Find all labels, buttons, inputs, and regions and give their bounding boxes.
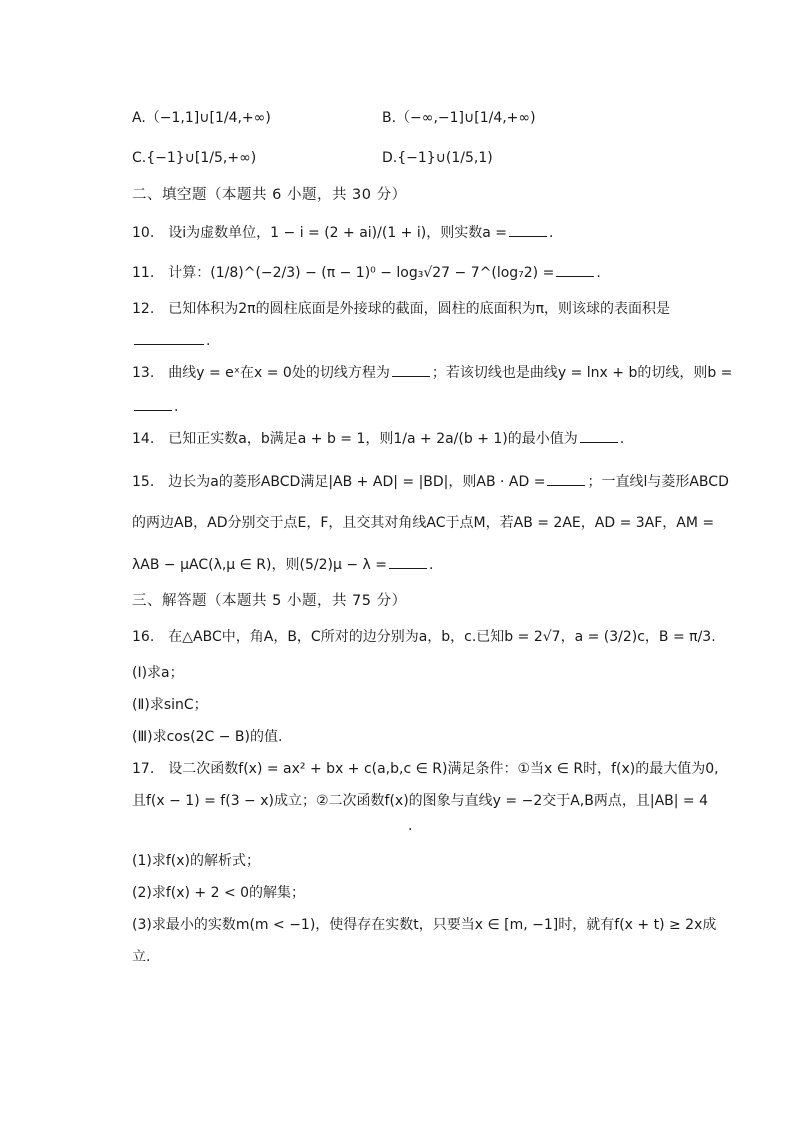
question-17-part-1: (1)求f(x)的解析式； [132, 853, 260, 869]
option-b: B.（−∞,−1]∪[1/4,+∞) [382, 110, 536, 126]
question-13-text-b: ；若该切线也是曲线y = lnx + b的切线，则b = [431, 365, 733, 381]
answer-blank [389, 554, 427, 569]
answer-blank [509, 222, 547, 237]
question-17-part-3-cont: 立. [132, 949, 151, 965]
question-11-end: . [596, 265, 601, 281]
question-13-text-a: 13. 曲线y = eˣ在x = 0处的切线方程为 [132, 365, 390, 381]
option-c: C.{−1}∪[1/5,+∞) [132, 150, 257, 166]
question-16: 16. 在△ABC中，角A，B，C所对的边分别为a，b，c.已知b = 2√7，a = (3/2)c，B = π/3. [132, 629, 716, 645]
question-17-part-2: (2)求f(x) + 2 < 0的解集； [132, 885, 306, 901]
answer-blank [134, 396, 172, 411]
question-10-text: 10. 设i为虚数单位，1 − i = (2 + ai)/(1 + i)，则实数a = [132, 225, 507, 241]
question-13-cont [132, 396, 178, 418]
question-12-text: 12. 已知体积为2π的圆柱底面是外接球的截面，圆柱的底面积为π，则该球的表面积是 [132, 301, 671, 317]
section-solve: 三、解答题（本题共 5 小题，共 75 分） [132, 593, 407, 609]
option-d: D.{−1}∪(1/5,1) [382, 150, 493, 166]
question-10 [132, 222, 553, 244]
answer-blank [392, 362, 430, 377]
question-15-text-b: ；一直线l与菱形ABCD [587, 474, 729, 490]
answer-blank [547, 471, 585, 486]
question-14 [132, 428, 624, 450]
question-11-text: 11. 计算：(1/8)^(−2/3) − (π − 1)⁰ − log₃√27 − 7^(log₇2) = [132, 265, 555, 281]
question-16-part-2: (Ⅱ)求sinC； [132, 697, 208, 713]
question-14-end: . [619, 431, 625, 447]
section-fill-blank: 二、填空题（本题共 6 小题，共 30 分） [132, 187, 407, 203]
question-17-line-2: 且f(x − 1) = f(3 − x)成立；②二次函数f(x)的图象与直线y = −2交于A,B两点，且|AB| = 4 [132, 793, 709, 809]
question-13 [132, 362, 732, 384]
question-15-line-3 [132, 554, 433, 576]
question-10-end: . [548, 225, 554, 241]
option-a: A.（−1,1]∪[1/4,+∞) [132, 110, 271, 126]
question-12 [132, 298, 670, 320]
question-16-part-1: (Ⅰ)求a； [132, 665, 184, 681]
question-13-end: . [174, 399, 179, 415]
question-12-cont [132, 330, 210, 352]
question-16-part-3: (Ⅲ)求cos(2C − B)的值. [132, 729, 283, 745]
question-15-end: . [428, 557, 434, 573]
question-15-text-a: 15. 边长为a的菱形ABCD满足|AB + AD| = |BD|，则AB · AD = [132, 474, 546, 490]
question-17: 17. 设二次函数f(x) = ax² + bx + c(a,b,c ∈ R)满足条件：①当x ∈ R时，f(x)的最大值为0, [132, 761, 719, 777]
question-15-text-d: λAB − μAC(λ,μ ∈ R)，则(5/2)μ − λ = [132, 557, 387, 573]
question-17-part-3: (3)求最小的实数m(m < −1)，使得存在实数t，只要当x ∈ [m, −1]时，就有f(x + t) ≥ 2x成 [132, 917, 717, 933]
question-17-dot: . [408, 818, 413, 834]
question-11 [132, 262, 601, 284]
question-12-end: . [206, 333, 211, 349]
question-15 [132, 471, 729, 493]
question-15-line-2: 的两边AB，AD分别交于点E，F，且交其对角线AC于点M，若AB = 2AE，AD = 3AF，AM = [132, 515, 715, 531]
question-14-text: 14. 已知正实数a，b满足a + b = 1，则1/a + 2a/(b + 1)的最小值为 [132, 431, 578, 447]
answer-blank [580, 428, 618, 443]
answer-blank [134, 330, 204, 345]
answer-blank [556, 262, 594, 277]
